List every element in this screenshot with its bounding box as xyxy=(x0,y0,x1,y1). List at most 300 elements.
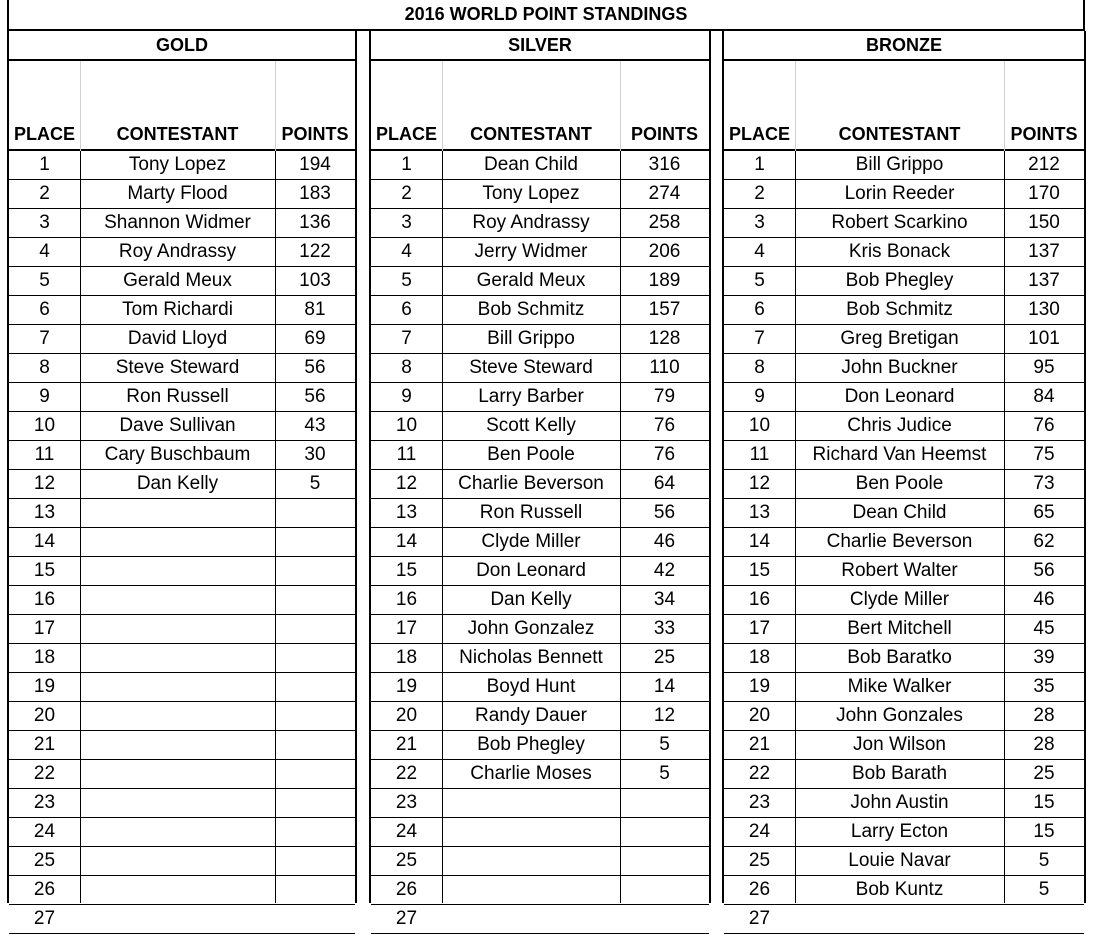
points-cell: 75 xyxy=(1033,444,1055,465)
table-row xyxy=(9,905,355,934)
points-header: POINTS xyxy=(275,61,355,151)
contestant-cell: Bob Schmitz xyxy=(477,299,585,320)
contestant-cell: Tony Lopez xyxy=(128,154,227,175)
points-cell: 30 xyxy=(304,444,326,465)
table-row xyxy=(724,818,1084,847)
place-cell: 10 xyxy=(748,415,771,436)
contestant-cell: Ben Poole xyxy=(487,444,575,465)
points-cell: 137 xyxy=(1028,270,1060,291)
header-gridline xyxy=(620,61,621,151)
points-header: POINTS xyxy=(1004,61,1084,151)
contestant-cell: John Buckner xyxy=(841,357,958,378)
place-cell: 13 xyxy=(33,502,56,523)
contestant-cell: Steve Steward xyxy=(115,357,240,378)
contestant-cell: Bill Grippo xyxy=(855,154,944,175)
contestant-cell: John Gonzales xyxy=(836,705,963,726)
place-cell: 4 xyxy=(401,241,412,262)
table-row xyxy=(371,325,709,354)
place-cell: 20 xyxy=(748,705,771,726)
points-cell xyxy=(275,644,355,672)
contestant-cell: Gerald Meux xyxy=(476,270,586,291)
table-row xyxy=(371,905,709,934)
place-cell: 21 xyxy=(748,734,771,755)
contestant-cell: Bill Grippo xyxy=(487,328,575,349)
place-cell: 20 xyxy=(33,705,56,726)
table-row xyxy=(9,847,355,876)
contestant-cell xyxy=(80,528,275,556)
table-row xyxy=(371,412,709,441)
contestant-cell: Dean Child xyxy=(484,154,578,175)
points-cell xyxy=(275,586,355,614)
table-row xyxy=(724,412,1084,441)
table-row xyxy=(9,267,355,296)
points-cell: 110 xyxy=(649,357,680,378)
place-cell: 4 xyxy=(39,241,50,262)
points-cell: 101 xyxy=(1028,328,1060,349)
place-cell: 2 xyxy=(401,183,412,204)
contestant-cell: Roy Andrassy xyxy=(118,241,237,262)
points-cell: 137 xyxy=(1028,241,1060,262)
contestant-cell: John Austin xyxy=(850,792,949,813)
points-cell: 73 xyxy=(1033,473,1055,494)
table-row xyxy=(9,412,355,441)
place-cell: 15 xyxy=(395,560,418,581)
table-row xyxy=(724,180,1084,209)
place-cell: 7 xyxy=(754,328,765,349)
points-cell: 56 xyxy=(653,502,676,523)
division-title: SILVER xyxy=(371,31,709,61)
points-cell: 81 xyxy=(304,299,326,320)
contestant-cell: Charlie Beverson xyxy=(826,531,973,552)
points-cell: 33 xyxy=(653,618,676,639)
table-row xyxy=(724,441,1084,470)
place-cell: 9 xyxy=(754,386,765,407)
table-row xyxy=(371,557,709,586)
points-cell: 76 xyxy=(653,444,676,465)
table-row xyxy=(371,673,709,702)
table-row xyxy=(9,673,355,702)
contestant-cell: John Gonzalez xyxy=(467,618,595,639)
contestant-cell: Larry Ecton xyxy=(850,821,949,842)
place-cell: 9 xyxy=(39,386,50,407)
points-cell: 56 xyxy=(304,357,326,378)
contestant-cell xyxy=(80,644,275,672)
table-row xyxy=(9,325,355,354)
points-cell: 25 xyxy=(653,647,676,668)
header-gridline xyxy=(275,61,276,151)
table-row xyxy=(371,528,709,557)
contestant-cell: Kris Bonack xyxy=(848,241,951,262)
table-row xyxy=(371,499,709,528)
contestant-cell xyxy=(80,673,275,701)
contestant-cell: Ben Poole xyxy=(855,473,944,494)
place-cell: 3 xyxy=(39,212,50,233)
points-cell: 189 xyxy=(648,270,681,291)
contestant-cell xyxy=(442,905,620,933)
place-cell: 26 xyxy=(748,879,771,900)
table-row xyxy=(9,557,355,586)
table-row xyxy=(9,528,355,557)
points-cell: 64 xyxy=(653,473,676,494)
points-cell: 128 xyxy=(648,328,681,349)
points-cell: 5 xyxy=(659,734,670,755)
header-gridline xyxy=(442,61,443,151)
points-cell: 79 xyxy=(653,386,676,407)
table-row xyxy=(9,470,355,499)
place-header: PLACE xyxy=(371,61,442,151)
contestant-cell: Bob Schmitz xyxy=(846,299,953,320)
contestant-cell xyxy=(80,876,275,904)
table-row xyxy=(371,209,709,238)
points-cell: 5 xyxy=(309,473,321,494)
place-cell: 26 xyxy=(33,879,56,900)
points-header: POINTS xyxy=(620,61,709,151)
table-row xyxy=(9,615,355,644)
contestant-cell xyxy=(80,760,275,788)
contestant-cell: Marty Flood xyxy=(127,183,228,204)
points-cell xyxy=(620,905,709,933)
place-cell: 19 xyxy=(33,676,56,697)
points-cell xyxy=(275,557,355,585)
place-cell: 27 xyxy=(748,908,771,929)
table-row xyxy=(371,760,709,789)
contestant-cell: Greg Bretigan xyxy=(840,328,959,349)
place-cell: 13 xyxy=(748,502,771,523)
contestant-cell: Tony Lopez xyxy=(482,183,580,204)
place-cell: 6 xyxy=(401,299,412,320)
table-row xyxy=(9,702,355,731)
points-cell: 56 xyxy=(304,386,326,407)
contestant-cell: Steve Steward xyxy=(469,357,593,378)
points-cell: 206 xyxy=(648,241,681,262)
place-cell: 19 xyxy=(748,676,771,697)
table-row xyxy=(724,354,1084,383)
points-cell xyxy=(275,528,355,556)
contestant-cell: Bob Kuntz xyxy=(855,879,944,900)
place-cell: 24 xyxy=(33,821,56,842)
contestant-cell: Dan Kelly xyxy=(136,473,219,494)
table-row xyxy=(9,383,355,412)
place-cell: 3 xyxy=(401,212,412,233)
contestant-cell: Don Leonard xyxy=(844,386,955,407)
table-row xyxy=(371,731,709,760)
contestant-cell: Boyd Hunt xyxy=(486,676,576,697)
contestant-cell: Dave Sullivan xyxy=(119,415,236,436)
contestant-cell: Roy Andrassy xyxy=(472,212,590,233)
contestant-cell: Dean Child xyxy=(852,502,947,523)
table-row xyxy=(724,731,1084,760)
contestant-cell xyxy=(442,818,620,846)
points-cell xyxy=(620,847,709,875)
table-row xyxy=(724,325,1084,354)
place-cell: 24 xyxy=(395,821,418,842)
table-row xyxy=(9,789,355,818)
place-cell: 22 xyxy=(748,763,771,784)
points-cell: 157 xyxy=(648,299,681,320)
contestant-cell xyxy=(442,847,620,875)
contestant-cell xyxy=(80,702,275,730)
contestant-cell: Richard Van Heemst xyxy=(812,444,987,465)
place-cell: 5 xyxy=(39,270,50,291)
points-cell xyxy=(620,876,709,904)
place-cell: 17 xyxy=(33,618,56,639)
table-row xyxy=(9,238,355,267)
place-cell: 27 xyxy=(395,908,418,929)
table-row xyxy=(9,876,355,905)
points-cell: 56 xyxy=(1033,560,1055,581)
place-cell: 5 xyxy=(754,270,765,291)
place-cell: 6 xyxy=(754,299,765,320)
table-row xyxy=(724,499,1084,528)
points-cell xyxy=(275,905,355,933)
points-cell: 76 xyxy=(653,415,676,436)
table-row xyxy=(9,760,355,789)
place-cell: 22 xyxy=(33,763,56,784)
points-cell: 76 xyxy=(1033,415,1055,436)
place-cell: 23 xyxy=(748,792,771,813)
place-cell: 4 xyxy=(754,241,765,262)
contestant-cell xyxy=(80,557,275,585)
points-cell xyxy=(620,789,709,817)
place-cell: 8 xyxy=(39,357,50,378)
contestant-cell: Charlie Beverson xyxy=(458,473,604,494)
table-row xyxy=(371,818,709,847)
contestant-cell xyxy=(80,499,275,527)
contestant-cell: Ron Russell xyxy=(126,386,229,407)
points-cell: 95 xyxy=(1033,357,1055,378)
table-row xyxy=(724,673,1084,702)
points-cell: 12 xyxy=(653,705,676,726)
table-row xyxy=(371,876,709,905)
table-row xyxy=(724,644,1084,673)
table-row xyxy=(371,644,709,673)
contestant-cell xyxy=(795,905,1004,933)
points-cell: 39 xyxy=(1033,647,1055,668)
table-row xyxy=(724,615,1084,644)
place-cell: 19 xyxy=(395,676,418,697)
place-cell: 17 xyxy=(748,618,771,639)
table-row xyxy=(9,296,355,325)
table-row xyxy=(724,383,1084,412)
table-row xyxy=(9,586,355,615)
table-row xyxy=(724,905,1084,934)
contestant-cell: Lorin Reeder xyxy=(844,183,955,204)
table-row xyxy=(9,354,355,383)
points-cell: 136 xyxy=(299,212,331,233)
points-cell: 258 xyxy=(648,212,681,233)
points-cell: 62 xyxy=(1033,531,1055,552)
points-cell xyxy=(275,731,355,759)
place-cell: 8 xyxy=(401,357,412,378)
contestant-header: CONTESTANT xyxy=(795,61,1004,151)
place-cell: 18 xyxy=(748,647,771,668)
points-cell: 46 xyxy=(1033,589,1055,610)
contestant-cell: Robert Scarkino xyxy=(831,212,968,233)
contestant-cell: Shannon Widmer xyxy=(104,212,251,233)
contestant-cell: Clyde Miller xyxy=(849,589,950,610)
place-cell: 21 xyxy=(33,734,56,755)
division-gold-table xyxy=(7,31,357,929)
contestant-cell: Bob Phegley xyxy=(845,270,954,291)
place-cell: 3 xyxy=(754,212,765,233)
table-row xyxy=(9,644,355,673)
place-cell: 17 xyxy=(395,618,418,639)
contestant-cell: Bert Mitchell xyxy=(847,618,952,639)
contestant-cell: Louie Navar xyxy=(848,850,951,871)
place-cell: 14 xyxy=(395,531,418,552)
points-cell: 170 xyxy=(1028,183,1060,204)
table-row xyxy=(371,180,709,209)
points-cell: 212 xyxy=(1028,154,1060,175)
place-cell: 16 xyxy=(395,589,418,610)
table-row xyxy=(724,760,1084,789)
table-row xyxy=(371,383,709,412)
points-cell: 130 xyxy=(1028,299,1060,320)
place-cell: 2 xyxy=(39,183,50,204)
contestant-cell xyxy=(80,586,275,614)
points-cell xyxy=(275,847,355,875)
points-cell: 28 xyxy=(1033,734,1055,755)
points-cell: 274 xyxy=(648,183,681,204)
points-cell: 43 xyxy=(304,415,326,436)
points-cell: 46 xyxy=(653,531,676,552)
contestant-cell: Scott Kelly xyxy=(486,415,576,436)
place-cell: 1 xyxy=(401,154,412,175)
contestant-cell: Nicholas Bennett xyxy=(459,647,603,668)
points-cell: 5 xyxy=(1038,879,1050,900)
contestant-cell: Jerry Widmer xyxy=(474,241,588,262)
place-cell: 18 xyxy=(395,647,418,668)
contestant-cell xyxy=(80,789,275,817)
points-cell xyxy=(275,615,355,643)
place-cell: 11 xyxy=(396,444,417,465)
table-row xyxy=(9,180,355,209)
points-cell: 150 xyxy=(1028,212,1060,233)
points-cell: 5 xyxy=(659,763,670,784)
contestant-cell xyxy=(442,789,620,817)
table-row xyxy=(371,151,709,180)
table-row xyxy=(724,151,1084,180)
place-cell: 16 xyxy=(748,589,771,610)
points-cell: 34 xyxy=(653,589,676,610)
place-cell: 18 xyxy=(33,647,56,668)
contestant-cell xyxy=(80,847,275,875)
points-cell xyxy=(275,818,355,846)
place-cell: 15 xyxy=(33,560,56,581)
points-cell: 122 xyxy=(299,241,331,262)
place-cell: 15 xyxy=(748,560,771,581)
place-cell: 25 xyxy=(748,850,771,871)
contestant-cell: Tom Richardi xyxy=(122,299,233,320)
points-cell xyxy=(275,499,355,527)
sheet-title: 2016 WORLD POINT STANDINGS xyxy=(7,0,1085,31)
table-row xyxy=(371,847,709,876)
place-cell: 1 xyxy=(754,154,765,175)
points-cell: 183 xyxy=(299,183,331,204)
table-row xyxy=(371,354,709,383)
points-cell xyxy=(275,760,355,788)
place-cell: 5 xyxy=(401,270,412,291)
place-cell: 10 xyxy=(395,415,418,436)
table-row xyxy=(9,818,355,847)
place-cell: 25 xyxy=(33,850,56,871)
place-cell: 1 xyxy=(39,154,50,175)
contestant-header: CONTESTANT xyxy=(442,61,620,151)
contestant-cell: Randy Dauer xyxy=(475,705,587,726)
table-row xyxy=(371,702,709,731)
points-cell: 5 xyxy=(1038,850,1050,871)
contestant-cell: Larry Barber xyxy=(478,386,584,407)
place-cell: 2 xyxy=(754,183,765,204)
table-row xyxy=(371,586,709,615)
place-cell: 24 xyxy=(748,821,771,842)
table-row xyxy=(371,296,709,325)
contestant-cell: David Lloyd xyxy=(127,328,228,349)
place-cell: 21 xyxy=(395,734,418,755)
place-cell: 16 xyxy=(33,589,56,610)
points-cell xyxy=(275,673,355,701)
contestant-cell: Chris Judice xyxy=(847,415,952,436)
points-cell: 84 xyxy=(1033,386,1055,407)
header-gridline xyxy=(1004,61,1005,151)
table-row xyxy=(9,209,355,238)
contestant-cell: Clyde Miller xyxy=(481,531,581,552)
points-cell xyxy=(275,876,355,904)
place-cell: 27 xyxy=(33,908,56,929)
table-row xyxy=(724,238,1084,267)
table-row xyxy=(724,267,1084,296)
contestant-cell xyxy=(80,818,275,846)
contestant-cell: Cary Buschbaum xyxy=(104,444,251,465)
division-bronze-table xyxy=(722,31,1086,929)
points-cell: 316 xyxy=(648,154,681,175)
contestant-cell: Robert Walter xyxy=(841,560,958,581)
place-cell: 7 xyxy=(39,328,50,349)
division-title: GOLD xyxy=(9,31,355,61)
place-cell: 23 xyxy=(395,792,418,813)
table-row xyxy=(724,557,1084,586)
table-row xyxy=(724,296,1084,325)
place-cell: 25 xyxy=(395,850,418,871)
points-cell xyxy=(1004,905,1084,933)
place-cell: 12 xyxy=(33,473,56,494)
place-cell: 14 xyxy=(748,531,771,552)
points-cell: 103 xyxy=(299,270,331,291)
contestant-cell: Charlie Moses xyxy=(470,763,592,784)
place-cell: 11 xyxy=(749,444,770,465)
table-row xyxy=(724,586,1084,615)
table-row xyxy=(9,731,355,760)
contestant-header: CONTESTANT xyxy=(80,61,275,151)
place-cell: 12 xyxy=(748,473,771,494)
table-row xyxy=(724,528,1084,557)
place-cell: 13 xyxy=(395,502,418,523)
points-cell: 42 xyxy=(653,560,676,581)
table-row xyxy=(724,876,1084,905)
contestant-cell: Bob Barath xyxy=(851,763,948,784)
place-header: PLACE xyxy=(724,61,795,151)
place-cell: 9 xyxy=(401,386,412,407)
division-silver-table xyxy=(369,31,711,929)
table-row xyxy=(9,151,355,180)
place-cell: 23 xyxy=(33,792,56,813)
points-cell: 15 xyxy=(1033,792,1055,813)
points-cell: 69 xyxy=(304,328,326,349)
contestant-cell: Bob Phegley xyxy=(477,734,585,755)
contestant-cell: Don Leonard xyxy=(476,560,586,581)
table-row xyxy=(9,441,355,470)
contestant-cell: Bob Baratko xyxy=(847,647,952,668)
